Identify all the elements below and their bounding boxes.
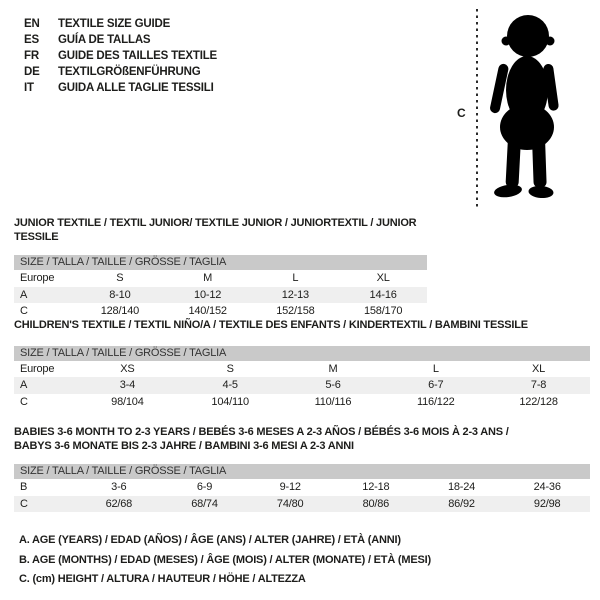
table-cell: M [203, 272, 213, 285]
row-label: Europe [20, 272, 55, 285]
table-cell: 7-8 [530, 379, 547, 392]
lang-row-en [24, 16, 217, 32]
height-c-label: C [457, 106, 466, 120]
table-title-line1: BABIES 3-6 MONTH TO 2-3 YEARS / BEBÉS 3-6 MESES A 2-3 AÑOS / BÉBÉS 3-6 MOIS À 2-3 ANS / [14, 426, 509, 438]
table-cell: 116/122 [417, 395, 455, 408]
row-label: Europe [20, 362, 55, 375]
size-header-bar: SIZE / TALLA / TAILLE / GRÖSSE / TAGLIA [14, 346, 590, 361]
note-height-cm: C. (cm) HEIGHT / ALTURA / HAUTEUR / HÖHE / ALTEZZA [19, 573, 306, 585]
table-cell: 12-13 [281, 288, 309, 301]
language-title-list [24, 16, 217, 96]
table-cell: 8-10 [109, 288, 131, 301]
legend-notes [19, 531, 431, 590]
row-label: C [20, 497, 28, 510]
table-cell: 104/110 [211, 395, 249, 408]
toddler-silhouette-icon [484, 10, 570, 206]
lang-title: TEXTILGRÖßENFÜHRUNG [58, 66, 201, 78]
table-cell: 74/80 [276, 497, 304, 510]
table-cell: 98/104 [111, 395, 144, 408]
table-cell: L [292, 272, 299, 285]
table-cell: 80/86 [362, 497, 390, 510]
lang-title: TEXTILE SIZE GUIDE [58, 18, 171, 30]
table-row [14, 394, 590, 411]
table-row [14, 479, 590, 496]
table-cell: 10-12 [194, 288, 222, 301]
table-cell: 62/68 [105, 497, 133, 510]
row-label: B [20, 481, 28, 494]
lang-row-es [24, 32, 217, 48]
row-label: C [20, 305, 28, 318]
lang-code: ES [24, 34, 39, 46]
table-cell: XL [532, 362, 546, 375]
row-label: C [20, 395, 28, 408]
row-label: A [20, 288, 28, 301]
table-row [14, 361, 590, 378]
table-cell: 152/158 [276, 305, 315, 318]
table-title: JUNIOR TEXTILE / TEXTIL JUNIOR/ TEXTILE JUNIOR / JUNIORTEXTIL / JUNIOR TESSILE [14, 217, 417, 243]
table-cell: 3-6 [111, 481, 127, 494]
babies-textile-table [14, 426, 590, 512]
table-rows [14, 361, 590, 411]
size-header-bar: SIZE / TALLA / TAILLE / GRÖSSE / TAGLIA [14, 464, 590, 479]
table-cell: 6-7 [428, 379, 444, 392]
childrens-textile-table [14, 319, 590, 410]
lang-code: DE [24, 66, 40, 78]
table-cell: 5-6 [325, 379, 341, 392]
table-row [14, 496, 590, 513]
table-title: CHILDREN'S TEXTILE / TEXTIL NIÑO/A / TEXTILE DES ENFANTS / KINDERTEXTIL / BAMBINI TESSILE [14, 319, 528, 331]
table-row [14, 303, 427, 320]
size-header-bar: SIZE / TALLA / TAILLE / GRÖSSE / TAGLIA [14, 255, 427, 270]
table-cell: 140/152 [188, 305, 227, 318]
lang-code: EN [24, 18, 40, 30]
table-cell: 9-12 [279, 481, 301, 494]
height-measure-dotted-line [476, 9, 478, 209]
table-cell: 24-36 [533, 481, 561, 494]
table-title-line2: BABYS 3-6 MONATE BIS 2-3 JAHRE / BAMBINI 3-6 MESI A 2-3 ANNI [14, 439, 354, 452]
row-label: A [20, 379, 28, 392]
table-cell: 68/74 [191, 497, 218, 510]
note-age-months: B. AGE (MONTHS) / EDAD (MESES) / ÂGE (MOIS) / ALTER (MONATE) / ETÀ (MESI) [19, 553, 431, 566]
table-cell: 4-5 [222, 379, 238, 392]
lang-title: GUIDA ALLE TAGLIE TESSILI [58, 82, 214, 94]
table-row [14, 287, 427, 304]
note-age-years: A. AGE (YEARS) / EDAD (AÑOS) / ÂGE (ANS) / ALTER (JAHRE) / ETÀ (ANNI) [19, 534, 401, 546]
table-rows [14, 270, 427, 320]
table-cell: 92/98 [533, 497, 561, 510]
table-rows [14, 479, 590, 512]
junior-textile-table [14, 217, 427, 320]
table-cell: L [432, 362, 439, 375]
table-cell: 86/92 [448, 497, 475, 510]
table-cell: 6-9 [196, 481, 213, 494]
table-cell: 158/170 [363, 305, 403, 318]
table-cell: 18-24 [447, 481, 476, 494]
table-cell: S [116, 272, 124, 285]
lang-title: GUÍA DE TALLAS [58, 34, 151, 46]
lang-row-de [24, 64, 217, 80]
lang-row-it [24, 80, 217, 96]
table-row [14, 377, 590, 394]
table-cell: 128/140 [100, 305, 140, 318]
table-title-group [14, 426, 590, 453]
table-cell: 14-16 [369, 288, 397, 301]
table-cell: 3-4 [119, 379, 136, 392]
lang-code: FR [24, 50, 39, 62]
table-cell: 12-18 [362, 481, 390, 494]
lang-row-fr [24, 48, 217, 64]
table-row [14, 270, 427, 287]
lang-title: GUIDE DES TAILLES TEXTILE [58, 50, 217, 62]
table-cell: XS [120, 362, 135, 375]
table-cell: 122/128 [519, 395, 558, 408]
table-cell: M [328, 362, 338, 375]
table-cell: S [226, 362, 234, 375]
table-cell: XL [376, 272, 390, 285]
table-cell: 110/116 [314, 395, 352, 408]
lang-code: IT [24, 82, 34, 94]
